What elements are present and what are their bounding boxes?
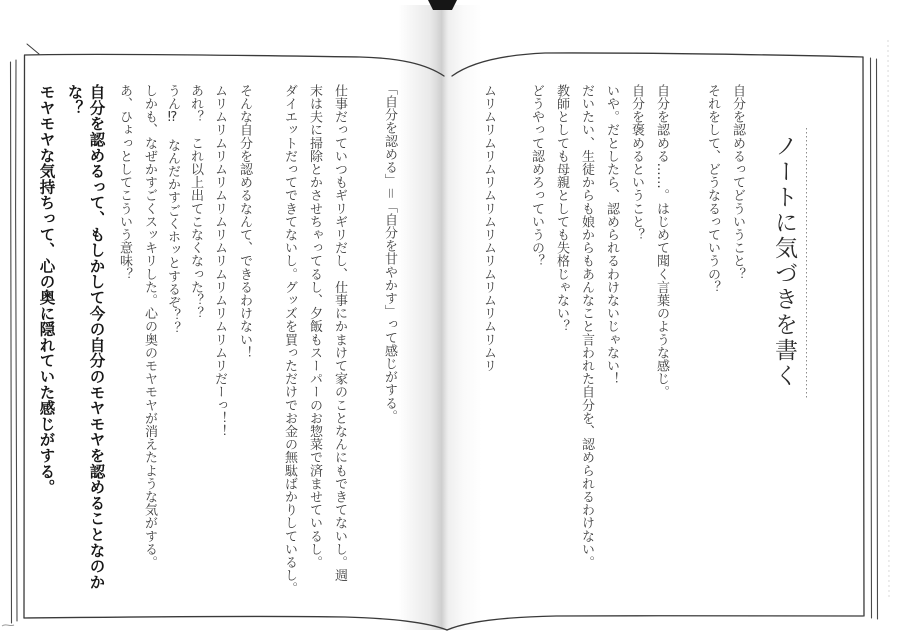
page-corner-fold [27, 44, 39, 54]
text-column: あ、ひょっとしてこういう意味？ [117, 84, 132, 281]
text-column: だいたい、生徒からも娘からもあんなこと言われた自分を、認められるわけない。 [579, 84, 594, 569]
spine-notch [428, 0, 457, 10]
text-column: そんな自分を認めるなんて、できるわけない！ [237, 84, 252, 360]
text-column: ダイエットだってできてないし。グッズを買っただけでお金の無駄ばかりしているし。 [282, 84, 297, 595]
gutter-shadow [398, 5, 482, 630]
text-column: どうやって認めろっていうの？ [529, 84, 544, 268]
left-stacked-edge-2 [11, 62, 12, 623]
text-column: それをして、どうなるっていうの？ [705, 84, 720, 294]
left-page-border [24, 55, 25, 618]
right-stacked-edge-1 [871, 58, 872, 618]
left-page-bottom-edge [24, 616, 447, 630]
right-page-bottom-edge [447, 616, 863, 630]
text-column: いや。だとしたら、認められるわけないじゃない！ [604, 84, 619, 386]
emphasis-text-column: 自分を認めるって、もしかして今の自分のモヤモヤを認めることなのか [87, 84, 106, 590]
right-stacked-edge-2 [877, 59, 878, 619]
right-page-top-edge [452, 53, 863, 76]
text-column: うん⁉ なんだかすごくホッとするぞ？？ [165, 84, 180, 335]
text-column: 「自分を認める」＝「自分を甘やかす」って感じがする。 [382, 82, 397, 423]
text-column: しかも、なぜかすごくスッキリした。心の奥のモヤモヤが消えたような気がする。 [142, 84, 157, 569]
text-column: 教師としても母親としても失格じゃない？ [554, 84, 569, 333]
emphasis-text-column: モヤモヤな気持ちって、心の奥に隠れていた感じがする。 [37, 84, 56, 495]
text-column: 仕事だっていつもギリギリだし、仕事にかまけて家のことなんにもできてないし。週 [332, 84, 347, 582]
text-column: 自分を認めるってどういうこと？ [730, 84, 745, 281]
left-stacked-edge-1 [16, 60, 17, 621]
text-column: ムリムリムリムリムリムリムリムリムリムリムリ [481, 84, 496, 373]
emphasis-text-column: な？ [65, 84, 84, 116]
text-column: ムリムリムリムリムリムリムリムリムリムリムリだーっ！！ [212, 84, 227, 438]
left-page-top-edge [25, 54, 444, 76]
text-column: 末は夫に掃除とかさせちゃってるし、夕飯もスーパーのお惣菜で済ませているし。 [307, 84, 322, 569]
scan-edge-texture [888, 40, 889, 600]
chapter-heading: ノートに気づきを書く [771, 134, 797, 389]
text-column: 自分を褒めるということ？ [629, 84, 644, 242]
scan-artifact [2, 625, 14, 626]
text-column: あれ？ これ以上出てこなくなった？？ [188, 84, 203, 320]
text-column: 自分を認める……。はじめて聞く言葉のような感じ。 [654, 84, 669, 399]
right-page-border [863, 57, 864, 616]
